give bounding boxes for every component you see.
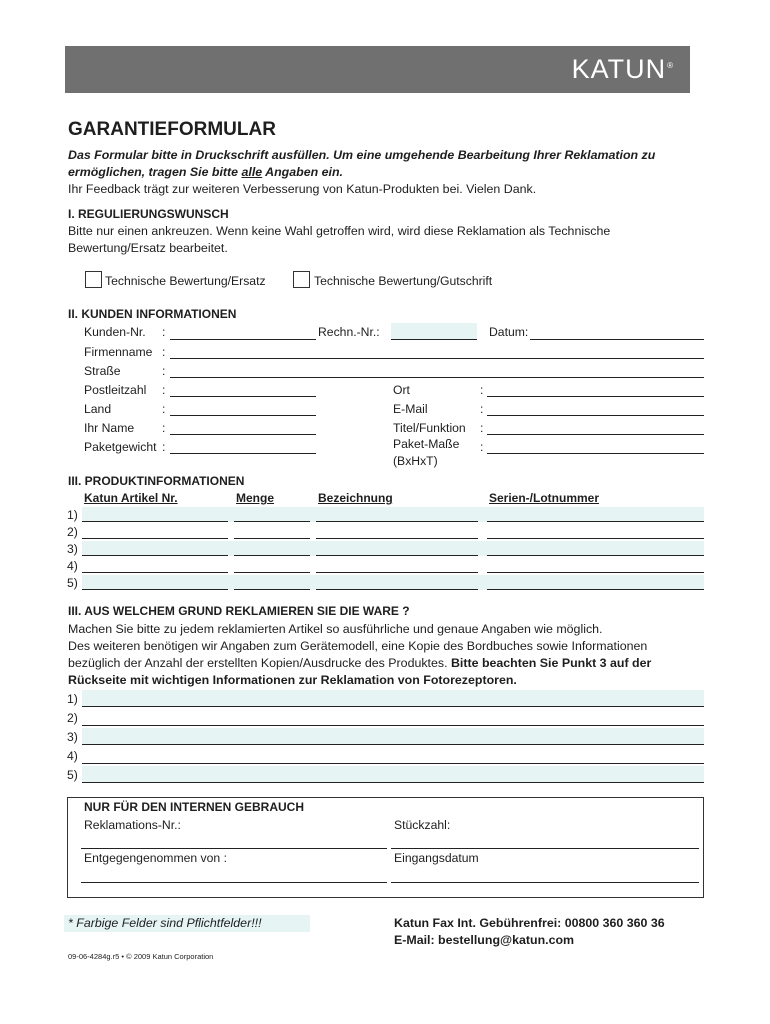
reason-row-number: 1) — [67, 692, 78, 706]
internal-heading: NUR FÜR DEN INTERNEN GEBRAUCH — [84, 800, 305, 814]
paketmasse-label: Paket-Maße — [393, 437, 460, 451]
reason-row-number: 4) — [67, 749, 78, 763]
titel-field[interactable] — [487, 419, 704, 435]
col-menge-header: Menge — [236, 491, 275, 505]
product-artikel-field[interactable] — [82, 507, 228, 522]
product-bezeichnung-field[interactable] — [316, 558, 478, 573]
eingangsdatum-field[interactable] — [391, 867, 699, 883]
section-3-heading: III. PRODUKTINFORMATIONEN — [68, 474, 245, 488]
section-1-text-2: Bewertung/Ersatz bearbeitet. — [68, 241, 228, 255]
stueckzahl-field[interactable] — [391, 833, 699, 849]
titel-label: Titel/Funktion — [393, 421, 466, 435]
section-4-text-1: Machen Sie bitte zu jedem reklamierten Artikel so ausführliche und genaue Angaben wie möglich. — [68, 622, 603, 636]
entgegengenommen-field[interactable] — [81, 867, 387, 883]
email-label: E-Mail — [393, 402, 428, 416]
product-artikel-field[interactable] — [82, 575, 228, 590]
product-serien-field[interactable] — [487, 575, 704, 590]
paketgewicht-label: Paketgewicht — [84, 440, 157, 454]
product-artikel-field[interactable] — [82, 558, 228, 573]
email-field[interactable] — [487, 400, 704, 416]
strasse-label: Straße — [84, 364, 121, 378]
product-menge-field[interactable] — [234, 541, 310, 556]
colon: : — [162, 421, 166, 435]
product-artikel-field[interactable] — [82, 524, 228, 539]
checkbox-bewertung-ersatz[interactable] — [85, 271, 102, 288]
option-bewertung-gutschrift-label: Technische Bewertung/Gutschrift — [314, 274, 493, 288]
stueckzahl-label: Stückzahl: — [394, 818, 451, 832]
colon: : — [162, 364, 166, 378]
section-4-text-2: Des weiteren benötigen wir Angaben zum Gerätemodell, eine Kopie des Bordbuches sowie Informationen — [68, 639, 648, 653]
checkbox-bewertung-gutschrift[interactable] — [293, 271, 310, 288]
datum-field[interactable] — [530, 325, 704, 340]
paketgewicht-field[interactable] — [170, 438, 316, 454]
kundennr-label: Kunden-Nr. — [84, 325, 146, 339]
section-4-heading: III. AUS WELCHEM GRUND REKLAMIEREN SIE DIE WARE ? — [68, 604, 410, 618]
colon: : — [162, 325, 166, 339]
product-serien-field[interactable] — [487, 558, 704, 573]
postleitzahl-field[interactable] — [170, 381, 316, 397]
reason-field[interactable] — [82, 728, 704, 745]
product-menge-field[interactable] — [234, 507, 310, 522]
section-4-text-3: bezüglich der Anzahl der erstellten Kopien/Ausdrucke des Produktes. Bitte beachten Sie Punkt 3 auf der — [68, 656, 652, 670]
option-bewertung-ersatz-label: Technische Bewertung/Ersatz — [105, 274, 266, 288]
reason-row-number: 3) — [67, 730, 78, 744]
required-note: * Farbige Felder sind Pflichtfelder!!! — [68, 916, 262, 930]
colon: : — [162, 402, 166, 416]
eingangsdatum-label: Eingangsdatum — [394, 851, 479, 865]
product-serien-field[interactable] — [487, 524, 704, 539]
product-menge-field[interactable] — [234, 575, 310, 590]
product-bezeichnung-field[interactable] — [316, 541, 478, 556]
product-row-number: 5) — [67, 576, 78, 590]
product-row-number: 2) — [67, 525, 78, 539]
product-row-number: 1) — [67, 508, 78, 522]
colon: : — [162, 383, 166, 397]
rechnnr-field[interactable] — [391, 325, 477, 340]
product-serien-field[interactable] — [487, 507, 704, 522]
col-bezeichnung-header: Bezeichnung — [318, 491, 393, 505]
datum-label: Datum: — [489, 325, 529, 339]
intro-line-3: Ihr Feedback trägt zur weiteren Verbesserung von Katun-Produkten bei. Vielen Dank. — [68, 182, 537, 196]
rechnnr-label: Rechn.-Nr.: — [318, 325, 380, 339]
intro-line-1: Das Formular bitte in Druckschrift ausfüllen. Um eine umgehende Bearbeitung Ihrer Reklamation zu — [68, 148, 656, 162]
section-2-heading: II. KUNDEN INFORMATIONEN — [68, 307, 237, 321]
land-label: Land — [84, 402, 112, 416]
col-serien-header: Serien-/Lotnummer — [489, 491, 600, 505]
paketmasse-field[interactable] — [487, 438, 704, 454]
fax-info: Katun Fax Int. Gebührenfrei: 00800 360 360 36 — [394, 916, 665, 930]
entgegengenommen-label: Entgegengenommen von : — [84, 851, 227, 865]
product-serien-field[interactable] — [487, 541, 704, 556]
reason-field[interactable] — [82, 747, 704, 764]
section-4-text-4: Rückseite mit wichtigen Informationen zur Reklamation von Fotorezeptoren. — [68, 673, 517, 687]
colon: : — [480, 402, 484, 416]
colon: : — [162, 345, 166, 359]
reason-row-number: 5) — [67, 768, 78, 782]
intro-line-2: ermöglichen, tragen Sie bitte alle Angaben ein. — [68, 165, 343, 179]
colon: : — [480, 383, 484, 397]
reason-field[interactable] — [82, 709, 704, 726]
product-menge-field[interactable] — [234, 524, 310, 539]
kundennr-field[interactable] — [170, 325, 316, 340]
product-bezeichnung-field[interactable] — [316, 507, 478, 522]
product-row-number: 3) — [67, 542, 78, 556]
section-1-heading: I. REGULIERUNGSWUNSCH — [68, 207, 229, 221]
land-field[interactable] — [170, 400, 316, 416]
reason-row-number: 2) — [67, 711, 78, 725]
colon: : — [480, 421, 484, 435]
name-field[interactable] — [170, 419, 316, 435]
colon: : — [480, 440, 484, 454]
ort-label: Ort — [393, 383, 410, 397]
strasse-field[interactable] — [170, 362, 704, 378]
product-bezeichnung-field[interactable] — [316, 575, 478, 590]
postleitzahl-label: Postleitzahl — [84, 383, 147, 397]
product-bezeichnung-field[interactable] — [316, 524, 478, 539]
product-row-number: 4) — [67, 559, 78, 573]
section-1-text-1: Bitte nur einen ankreuzen. Wenn keine Wahl getroffen wird, wird diese Reklamation als Technische — [68, 224, 611, 238]
colon: : — [162, 440, 166, 454]
name-label: Ihr Name — [84, 421, 135, 435]
reason-field[interactable] — [82, 766, 704, 783]
paketmasse-sublabel: (BxHxT) — [393, 454, 438, 468]
reason-field[interactable] — [82, 690, 704, 707]
col-artikel-header: Katun Artikel Nr. — [84, 491, 178, 505]
header-bar — [65, 46, 690, 93]
reklamationsnr-field[interactable] — [81, 833, 387, 849]
ort-field[interactable] — [487, 381, 704, 397]
page-title: GARANTIEFORMULAR — [68, 119, 276, 140]
reklamationsnr-label: Reklamations-Nr.: — [84, 818, 181, 832]
firmenname-field[interactable] — [170, 343, 704, 359]
katun-logo: KATUN® — [571, 54, 674, 84]
product-menge-field[interactable] — [234, 558, 310, 573]
document-code: 09-06-4284g.r5 • © 2009 Katun Corporation — [68, 952, 214, 961]
internal-use-box — [67, 797, 704, 898]
product-artikel-field[interactable] — [82, 541, 228, 556]
email-info: E-Mail: bestellung@katun.com — [394, 933, 575, 947]
firmenname-label: Firmenname — [84, 345, 153, 359]
